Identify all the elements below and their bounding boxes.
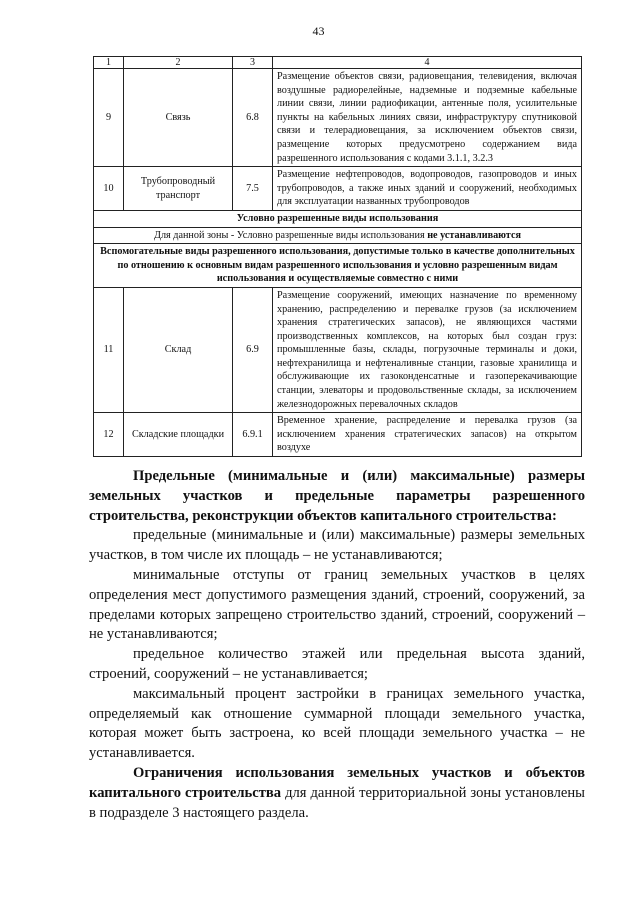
use-type-code: 6.8 — [233, 69, 273, 167]
use-type-code: 6.9.1 — [233, 413, 273, 457]
use-type-description: Размещение сооружений, имеющих назначение по временному хранению, распределению и перевалке грузов (за исключением хранения стратегических запасов), не являющихся частями производственных комплексов, на которых был создан груз: промышленные базы, склады, погрузочные терминалы и доки, нефтехранилища и нефтеналивные станции, газовые хранилища и обслуживающие их газоконденсатные и газоперекачивающие станции, элеваторы и продовольственные склады, за исключением железнодорожных перевалочных складов — [273, 287, 582, 412]
paragraph-lot-size: предельные (минимальные и (или) максимальные) размеры земельных участков, в том числе их площадь – не устанавливаются; — [89, 527, 585, 564]
row-number: 10 — [94, 167, 124, 211]
body-text — [89, 467, 585, 823]
use-type-name: Связь — [124, 69, 233, 167]
row-number: 9 — [94, 69, 124, 167]
paragraph-floors: предельное количество этажей или предельная высота зданий, строений, сооружений – не устанавливается; — [89, 646, 585, 682]
auxiliary-uses-title: Вспомогательные виды разрешенного использования, допустимые только в качестве дополнительных по отношению к основным видам разрешенного использования и условно разрешенным видам использования и осуществляемые совместно с ними — [94, 244, 582, 288]
table-row — [94, 69, 582, 167]
use-type-name: Склад — [124, 287, 233, 412]
use-type-description: Размещение объектов связи, радиовещания, телевидения, включая воздушные радиорелейные, надземные и подземные кабельные линии связи, линии радиофикации, антенные поля, усилительные пункты на кабельных линиях связи, инфраструктуру спутниковой связи и телерадиовещания, за исключением объектов связи, размещение которых предусмотрено содержанием вида разрешенного использования с кодами 3.1.1, 3.2.3 — [273, 69, 582, 167]
header-cell-4: 4 — [273, 57, 582, 69]
page-number: 43 — [312, 24, 325, 38]
table-row — [94, 413, 582, 457]
table-row — [94, 167, 582, 211]
use-type-code: 6.9 — [233, 287, 273, 412]
conditional-uses-note — [94, 227, 582, 244]
note-prefix: Для данной зоны - Условно разрешенные виды использования — [154, 229, 428, 241]
use-type-name: Складские площадки — [124, 413, 233, 457]
restrictions-rest: для данной территориальной зоны установлены в подразделе 3 настоящего раздела. — [89, 784, 585, 821]
section-row-conditional — [94, 210, 582, 227]
limits-heading: Предельные (минимальные и (или) максимальные) размеры земельных участков и предельные параметры разрешенного строительства, реконструкции объектов капитального строительства: — [89, 468, 585, 524]
note-emphasis: не устанавливаются — [427, 229, 521, 241]
use-type-description: Временное хранение, распределение и перевалка грузов (за исключением хранения стратегических запасов) на открытом воздухе — [273, 413, 582, 457]
table-row — [94, 287, 582, 412]
table-header-row — [94, 57, 582, 69]
paragraph-setbacks: минимальные отступы от границ земельных участков в целях определения мест допустимого размещения зданий, строений, сооружений, за пределами которых запрещено строительство зданий, строений, сооружений – не устанавливаются; — [89, 566, 585, 643]
use-type-name: Трубопроводный транспорт — [124, 167, 233, 211]
row-number: 12 — [94, 413, 124, 457]
note-row — [94, 227, 582, 244]
use-type-code: 7.5 — [233, 167, 273, 211]
restrictions-bold: Ограничения использования земельных участков и объектов капитального строительства — [89, 764, 585, 801]
header-cell-3: 3 — [233, 57, 273, 69]
paragraph-coverage: максимальный процент застройки в границах земельного участка, определяемый как отношение суммарной площади земельного участка, которая может быть застроена, ко всей площади земельного участка – не устанавливается. — [89, 685, 585, 762]
restrictions-paragraph — [89, 764, 585, 823]
land-use-table — [93, 56, 582, 457]
conditional-uses-title: Условно разрешенные виды использования — [94, 210, 582, 227]
use-type-description: Размещение нефтепроводов, водопроводов, газопроводов и иных трубопроводов, а также иных зданий и сооружений, необходимых для эксплуатации названных трубопроводов — [273, 167, 582, 211]
row-number: 11 — [94, 287, 124, 412]
header-cell-2: 2 — [124, 57, 233, 69]
header-cell-1: 1 — [94, 57, 124, 69]
section-row-auxiliary — [94, 244, 582, 288]
